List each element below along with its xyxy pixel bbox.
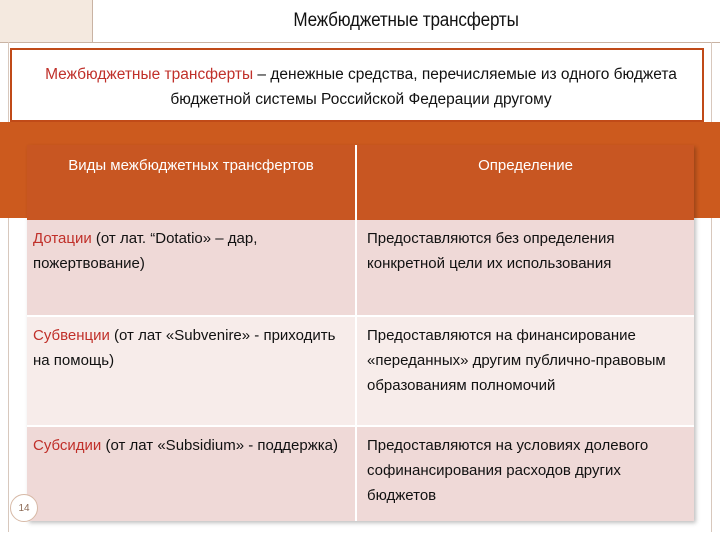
definition-body: денежные средства, перечисляемые из одного бюджета бюджетной системы Российской Федерации другому bbox=[170, 66, 677, 108]
header-types: Виды межбюджетных трансфертов bbox=[68, 157, 314, 174]
row-definition-cell: Предоставляются на финансирование «переданных» другим публично-правовым образованиям полномочий bbox=[367, 327, 666, 394]
left-border-line bbox=[8, 42, 9, 532]
definition-term: Межбюджетные трансферты bbox=[45, 66, 254, 83]
definition-dash: – bbox=[253, 66, 271, 83]
title-bar-divider bbox=[92, 42, 720, 43]
row-term: Дотации bbox=[33, 230, 92, 247]
row-origin: (от лат «Subvenire» - приходить на помощь) bbox=[33, 327, 336, 369]
header-definition: Определение bbox=[478, 157, 573, 174]
row-definition-cell: Предоставляются без определения конкретной цели их использования bbox=[367, 230, 615, 272]
definition-text bbox=[16, 62, 706, 112]
title-bar-accent bbox=[0, 0, 93, 43]
row-definition-cell: Предоставляются на условиях долевого софинансирования расходов других бюджетов bbox=[367, 437, 649, 504]
row-type-cell bbox=[27, 427, 355, 458]
table-header bbox=[27, 145, 694, 220]
table-row bbox=[27, 220, 694, 315]
row-term: Субвенции bbox=[33, 327, 110, 344]
row-type-cell bbox=[27, 220, 355, 276]
row-origin: (от лат. “Dotatio» – дар, пожертвование) bbox=[33, 230, 258, 272]
page-number: 14 bbox=[10, 494, 38, 522]
table-row bbox=[27, 317, 694, 425]
row-term: Субсидии bbox=[33, 437, 102, 454]
slide-title: Межбюджетные трансферты bbox=[293, 10, 519, 31]
table-row bbox=[27, 427, 694, 521]
right-border-line bbox=[711, 42, 712, 532]
transfers-table bbox=[27, 145, 694, 521]
row-origin: (от лат «Subsidium» - поддержка) bbox=[101, 437, 338, 454]
row-type-cell bbox=[27, 317, 355, 373]
